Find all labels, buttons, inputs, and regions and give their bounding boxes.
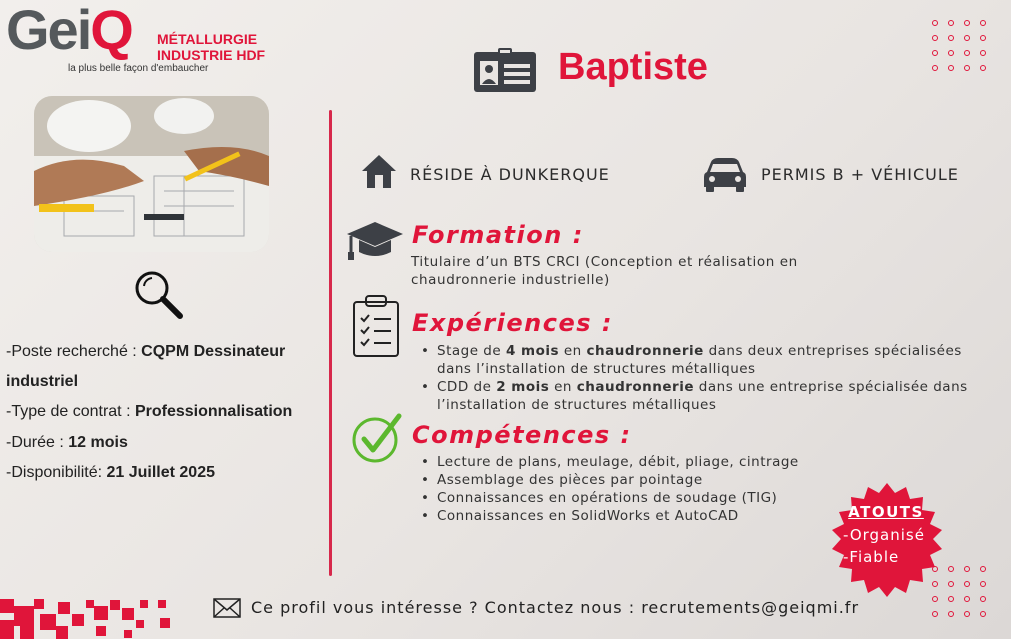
logo-tagline: la plus belle façon d'embaucher	[68, 63, 209, 74]
logo-subtitle-line1: MÉTALLURGIE	[157, 31, 258, 47]
atouts-title: ATOUTS	[848, 503, 924, 521]
list-item: • Assemblage des pièces par pointage	[413, 471, 833, 489]
logo-subtitle	[157, 31, 265, 63]
atouts-item: -Organisé	[843, 526, 925, 544]
logo-subtitle-line2: INDUSTRIE HDF	[157, 47, 266, 63]
pixel-pattern-decoration	[0, 594, 180, 639]
workplace-photo	[34, 96, 269, 252]
list-item: • Connaissances en SolidWorks et AutoCAD	[413, 507, 833, 525]
contrat-line: -Type de contrat : Professionnalisation	[6, 403, 293, 420]
envelope-icon	[213, 598, 241, 618]
car-icon	[703, 156, 747, 192]
poste-line: -Poste recherché : CQPM Dessinateur	[6, 343, 286, 360]
contact-footer: Ce profil vous intéresse ? Contactez nous : recrutements@geiqmi.fr	[251, 598, 860, 617]
logo-brand	[6, 0, 132, 61]
poste-line-2: industriel	[6, 373, 79, 390]
house-icon	[360, 153, 398, 189]
list-item: • Lecture de plans, meulage, débit, pliage, cintrage	[413, 453, 833, 471]
graduation-cap-icon	[345, 220, 405, 262]
duree-line: -Durée : 12 mois	[6, 434, 128, 451]
decorative-dots-top	[932, 20, 988, 71]
vertical-divider	[329, 110, 332, 576]
clipboard-checklist-icon	[352, 294, 400, 358]
logo-brand-right: Q	[90, 0, 132, 61]
logo-brand-left: Gei	[6, 0, 91, 61]
residence-text: RÉSIDE À DUNKERQUE	[410, 165, 610, 184]
id-card-icon	[474, 48, 536, 92]
atouts-item: -Fiable	[843, 548, 900, 566]
experiences-heading: Expériences :	[412, 309, 613, 337]
experiences-list	[413, 342, 1011, 414]
list-item: • CDD de 2 mois en chaudronnerie dans une entreprise spécialisée dans l’installation de structures métalliques	[413, 378, 1011, 414]
formation-text: Titulaire d’un BTS CRCI (Conception et réalisation en chaudronnerie industrielle)	[411, 254, 798, 288]
competences-list	[413, 453, 833, 525]
dispo-line: -Disponibilité: 21 Juillet 2025	[6, 464, 215, 481]
decorative-dots-bottom	[932, 566, 988, 617]
list-item: • Stage de 4 mois en chaudronnerie dans deux entreprises spécialisées dans l’installation de structures métalliques	[413, 342, 1011, 378]
list-item: • Connaissances en opérations de soudage (TIG)	[413, 489, 833, 507]
candidate-name: Baptiste	[558, 46, 708, 88]
license-text: PERMIS B + VÉHICULE	[761, 165, 959, 184]
formation-heading: Formation :	[412, 221, 584, 249]
checkmark-circle-icon	[351, 412, 405, 464]
competences-heading: Compétences :	[412, 421, 632, 449]
magnifier-icon	[132, 268, 184, 320]
